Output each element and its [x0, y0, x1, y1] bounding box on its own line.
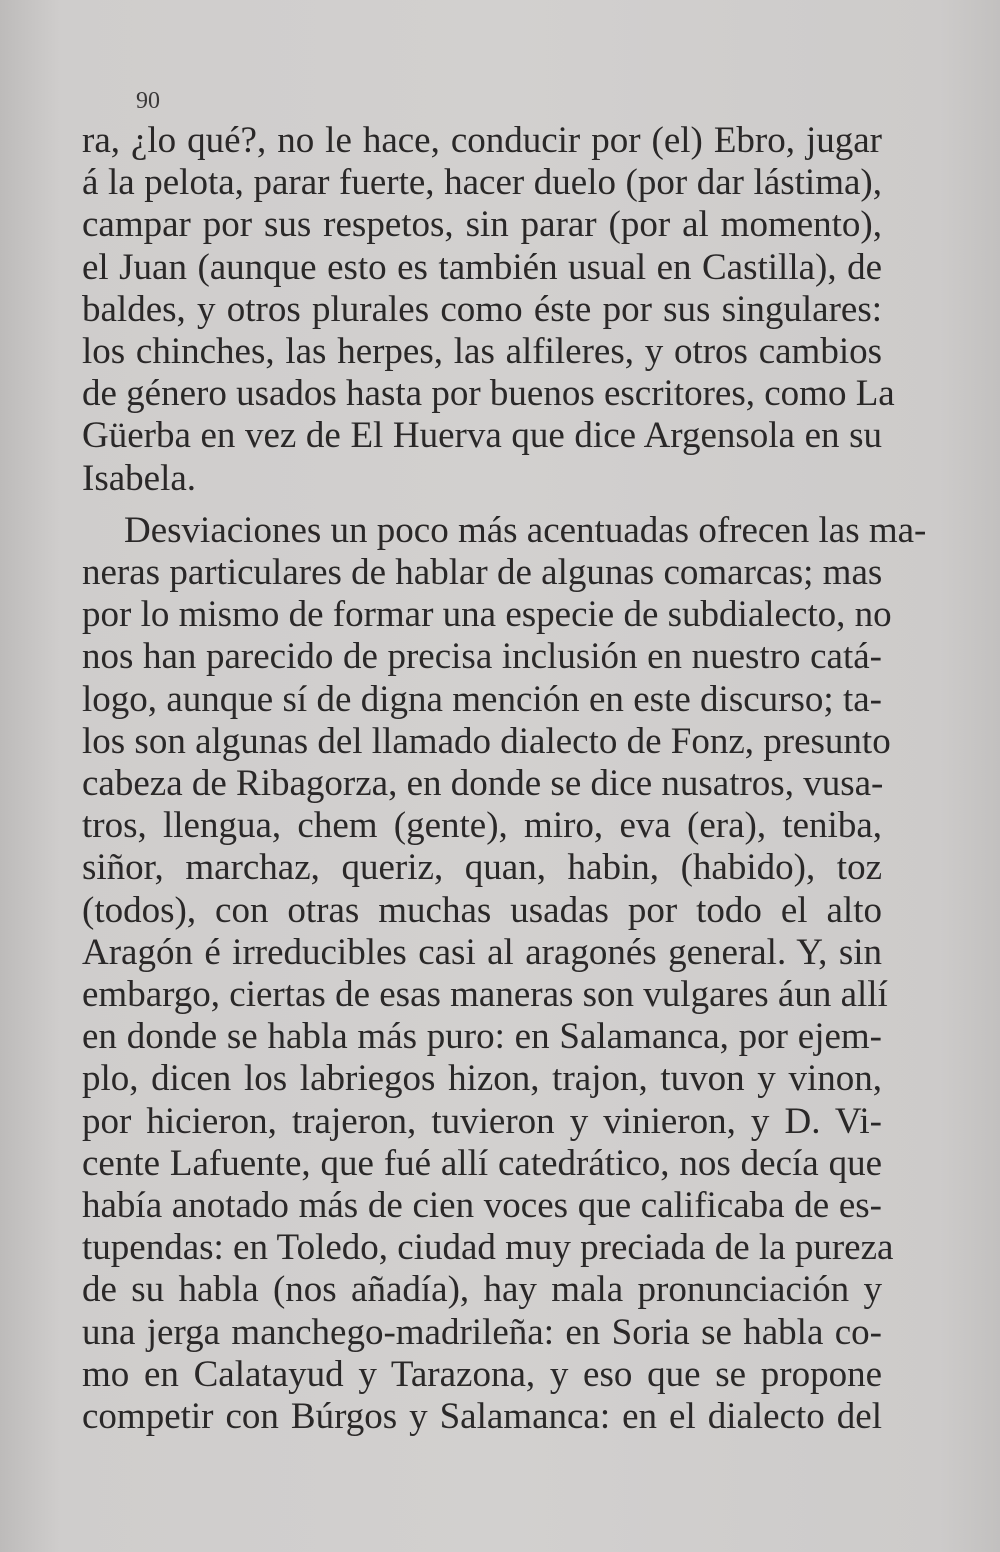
text-line: por hicieron, trajeron, tuvieron y vinieron, y D. Vi- — [82, 1100, 882, 1142]
body-text — [82, 120, 927, 1438]
text-line: logo, aunque sí de digna mención en este discurso; ta- — [82, 678, 882, 720]
text-line: neras particulares de hablar de algunas comarcas; mas — [82, 552, 883, 594]
text-line: Isabela. — [82, 457, 197, 499]
text-line: (todos), con otras muchas usadas por todo el alto — [82, 889, 882, 931]
text-line: de su habla (nos añadía), hay mala pronunciación y — [82, 1269, 882, 1311]
text-line: tupendas: en Toledo, ciudad muy preciada de la pureza — [82, 1227, 894, 1269]
text-line: plo, dicen los labriegos hizon, trajon, tuvon y vinon, — [82, 1058, 882, 1100]
text-line: baldes, y otros plurales como éste por sus singulares: — [82, 288, 882, 330]
text-line: ra, ¿lo qué?, no le hace, conducir por (el) Ebro, jugar — [82, 120, 882, 161]
text-line: embargo, ciertas de esas maneras son vulgares áun allí — [82, 974, 888, 1016]
text-line: competir con Búrgos y Salamanca: en el dialecto del — [82, 1396, 882, 1438]
text-line: nos han parecido de precisa inclusión en nuestro catá- — [82, 636, 882, 678]
text-line: mo en Calatayud y Tarazona, y eso que se propone — [82, 1353, 882, 1395]
page-number: 90 — [136, 88, 160, 114]
text-line: los son algunas del llamado dialecto de Fonz, presunto — [82, 720, 891, 762]
text-line: los chinches, las herpes, las alfileres, y otros cambios — [82, 331, 882, 373]
paragraph-spacer — [82, 500, 882, 510]
text-line: campar por sus respetos, sin parar (por al momento), — [82, 204, 882, 246]
text-line: en donde se habla más puro: en Salamanca, por ejem- — [82, 1016, 882, 1058]
text-line: Desviaciones un poco más acentuadas ofrecen las ma- — [124, 509, 927, 551]
text-line: cente Lafuente, que fué allí catedrático, nos decía que — [82, 1142, 882, 1184]
text-line: tros, llengua, chem (gente), miro, eva (era), teniba, — [82, 805, 882, 847]
text-line: había anotado más de cien voces que calificaba de es- — [82, 1185, 882, 1227]
paragraph-1 — [82, 120, 895, 500]
text-line: Güerba en vez de El Huerva que dice Argensola en su — [82, 415, 882, 457]
paragraph-2 — [82, 509, 927, 1438]
text-line: el Juan (aunque esto es también usual en Castilla), de — [82, 246, 882, 288]
text-line: por lo mismo de formar una especie de subdialecto, no — [82, 594, 892, 636]
text-line: Aragón é irreducibles casi al aragonés general. Y, sin — [82, 931, 882, 973]
text-line: cabeza de Ribagorza, en donde se dice nusatros, vusa- — [82, 763, 884, 805]
text-line: de género usados hasta por buenos escritores, como La — [82, 373, 895, 415]
text-line: siñor, marchaz, queriz, quan, habin, (habido), toz — [82, 847, 882, 889]
text-line: á la pelota, parar fuerte, hacer duelo (por dar lástima), — [82, 162, 882, 204]
text-line: una jerga manchego-madrileña: en Soria se habla co- — [82, 1311, 882, 1353]
